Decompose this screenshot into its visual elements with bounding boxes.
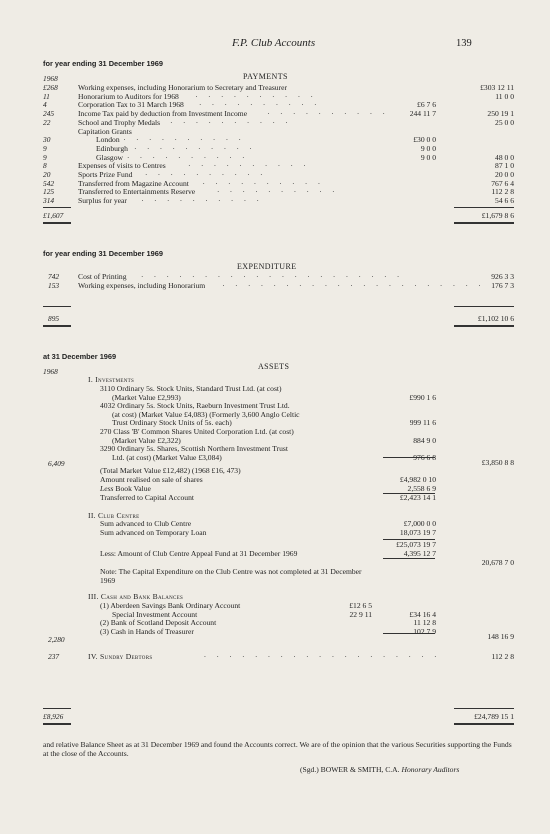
row-label: Corporation Tax to 31 March 1968 [78, 100, 184, 110]
leader-dots: . . . . . . . . . . [134, 141, 256, 151]
row-prev-year: 4 [43, 100, 47, 110]
cash-amount: 11 12 8 [413, 618, 436, 628]
row-total-amount: 112 2 8 [491, 187, 514, 197]
payments-heading: PAYMENTS [243, 72, 288, 81]
payments-section-label: for year ending 31 December 1969 [43, 59, 163, 68]
row-total-amount: 25 0 0 [495, 117, 514, 127]
row-label: School and Trophy Medals [78, 117, 161, 127]
expenditure-prev-total: 895 [48, 314, 60, 323]
row-prev-year: 245 [43, 109, 55, 119]
investment-line: Trust Ordinary Stock Units of 5s. each) [112, 418, 232, 428]
investment-line: (at cost) (Market Value £4,083) (Formerly 3,600 Anglo Celtic [112, 409, 300, 419]
rule [43, 708, 71, 709]
page-title: F.P. Club Accounts [232, 37, 316, 49]
row-label: Transferred from Magazine Account [78, 178, 189, 188]
investment-line: 270 Class 'B' Common Shares United Corporation Ltd. (at cost) [100, 427, 294, 436]
row-prev-year: £268 [43, 83, 58, 92]
row-label: Cost of Printing [78, 272, 127, 281]
row-prev-year: 314 [43, 196, 55, 206]
row-prev-year: 11 [43, 91, 50, 101]
debtors-total: 112 2 8 [491, 652, 514, 661]
assets-prev-total: £8,926 [43, 712, 64, 721]
cash-line: (3) Cash in Hands of Treasurer [100, 626, 194, 636]
row-label: London [96, 135, 120, 145]
row-total-amount: 54 6 6 [495, 196, 514, 206]
investment-amount: 999 11 6 [409, 418, 436, 428]
leader-dots: . . . . . . . . . . . . . . . . . . . . . [222, 279, 485, 288]
row-prev-year: 9 [43, 143, 47, 153]
row-prev-year: 22 [43, 117, 51, 127]
row-mid-amount: £30 0 0 [413, 135, 436, 145]
assets-heading: ASSETS [258, 362, 290, 371]
row-label: Sports Prize Fund [78, 170, 133, 179]
row-total-amount: 250 19 1 [487, 109, 514, 119]
row-label: Working expenses, including Honorarium [78, 281, 206, 290]
payments-year-col: 1968 [43, 74, 58, 83]
club-centre-line: Sum advanced to Club Centre [100, 519, 192, 528]
investments-subtotal: £3,850 8 8 [481, 458, 514, 467]
leader-dots: . . . . . . . . . . [202, 176, 325, 186]
debtors-label: IV. Sundry Debtors [88, 652, 153, 661]
auditor-role: Honorary Auditors [401, 765, 460, 774]
investment-amount: 884 9 0 [413, 435, 436, 445]
leader-dots: . . . . . . . . . . [141, 194, 264, 204]
cash-line: (2) Bank of Scotland Deposit Account [100, 618, 217, 628]
realised-amount: £4,982 0 10 [399, 475, 436, 484]
rule [454, 708, 514, 709]
rule [454, 222, 514, 224]
investments-market-value: (Total Market Value £12,482) (1968 £16, 473) [100, 466, 241, 475]
cash-amount: £34 16 4 [409, 609, 436, 619]
row-prev-year: 742 [48, 272, 60, 281]
page-number: 139 [456, 38, 472, 49]
expenditure-heading: EXPENDITURE [237, 262, 297, 271]
assets-year-col: 1968 [43, 367, 58, 376]
leader-dots: . . . . . . . . . . [145, 168, 267, 177]
transfer-amount: £2,423 14 1 [399, 493, 436, 502]
cash-prev: 2,280 [48, 635, 65, 644]
row-total-amount: 176 7 3 [491, 281, 514, 290]
row-mid-amount: 244 11 7 [409, 109, 436, 119]
cash-sub-amount: 22 9 11 [349, 609, 372, 619]
book-value-amount: 2,558 6 9 [407, 484, 436, 493]
investments-heading: I. Investments [88, 375, 135, 384]
club-centre-sum: £25,073 19 7 [396, 540, 436, 549]
row-total-amount: 926 3 3 [491, 272, 514, 281]
payments-total: £1,679 8 6 [481, 211, 514, 220]
row-prev-year: 30 [43, 135, 51, 145]
row-label: Honorarium to Auditors for 1968 [78, 91, 179, 101]
row-mid-amount: £6 7 6 [417, 100, 436, 110]
cash-line: Special Investment Account [112, 609, 198, 619]
row-label: Glasgow [96, 152, 123, 162]
auditor-signature: (Sgd.) BOWER & SMITH, C.A. [300, 765, 400, 774]
row-label: Edinburgh [96, 143, 128, 153]
leader-dots: . . . . . . . . . . [188, 159, 310, 169]
investment-amount: 976 6 8 [413, 452, 436, 462]
leader-dots: . . . . . . . . . . [127, 150, 249, 160]
leader-dots: . . . . . . . . . . [199, 98, 321, 108]
club-centre-line: Sum advanced on Temporary Loan [100, 528, 207, 537]
transfer-label: Transferred to Capital Account [100, 493, 194, 502]
cash-sub-amount: £12 6 5 [349, 601, 372, 610]
row-prev-year: 153 [48, 281, 60, 290]
investment-line: 4032 Ordinary 5s. Stock Units, Raeburn Investment Trust Ltd. [100, 401, 290, 411]
row-total-amount: 11 0 0 [495, 91, 514, 101]
leader-dots: . . . . . . . . . . [217, 185, 339, 195]
auditor-statement: and relative Balance Sheet as at 31 December 1969 and found the Accounts correct. We are of the opinion that the various Securities supporting the Funds at the close of the Accounts. [43, 740, 512, 758]
leader-dots: . . . . . . . . . . [123, 133, 246, 143]
rule [383, 457, 435, 458]
rule [383, 633, 435, 634]
club-centre-less-amount: 4,395 12 7 [403, 549, 436, 558]
cash-total: 148 16 9 [487, 632, 514, 641]
club-centre-note: Note: The Capital Expenditure on the Club Centre was not completed at 31 December 1969 [100, 567, 362, 585]
leader-dots: . . . . . . . . . . [267, 107, 390, 117]
club-centre-amount: £7,000 0 0 [403, 519, 436, 528]
expenditure-total: £1,102 10 6 [477, 314, 514, 323]
row-total-amount: £303 12 11 [480, 83, 514, 92]
rule [43, 222, 71, 224]
rule [454, 207, 514, 208]
realised-label: Amount realised on sale of shares [100, 475, 203, 484]
investment-amount: £990 1 6 [409, 392, 436, 402]
club-centre-amount: 18,073 19 7 [399, 528, 436, 537]
rule [454, 306, 514, 307]
rule [43, 207, 71, 208]
debtors-prev: 237 [48, 652, 60, 661]
row-total-amount: 87 1 0 [495, 161, 514, 171]
investment-line: 3290 Ordinary 5s. Shares, Scottish Northern Investment Trust [100, 444, 288, 454]
payments-prev-total: £1,607 [43, 211, 64, 220]
row-mid-amount: 9 0 0 [420, 152, 436, 162]
row-label: Expenses of visits to Centres [78, 161, 166, 171]
row-prev-year: 542 [43, 178, 55, 188]
cash-amount: 102 7 9 [413, 626, 436, 636]
assets-total: £24,789 15 1 [474, 712, 514, 721]
row-prev-year: 125 [43, 187, 55, 197]
investment-line: Ltd. (at cost) (Market Value £3,084) [112, 452, 222, 462]
row-mid-amount: 9 0 0 [420, 143, 436, 153]
investment-line: 3110 Ordinary 5s. Stock Units, Standard Trust Ltd. (at cost) [100, 384, 282, 393]
row-total-amount: 767 6 4 [491, 178, 514, 188]
club-centre-total: 20,678 7 0 [481, 558, 514, 567]
rule [43, 306, 71, 307]
rule [454, 325, 514, 327]
row-prev-year: 9 [43, 152, 47, 162]
leader-dots: . . . . . . . . . . . . . . . . . . . . . [141, 270, 404, 279]
book-value-label: Book Value [115, 484, 151, 493]
club-centre-less: Less: Amount of Club Centre Appeal Fund at 31 December 1969 [100, 549, 298, 558]
row-label: Capitation Grants [78, 126, 132, 136]
row-prev-year: 8 [43, 161, 47, 171]
rule [383, 558, 435, 559]
investments-prev: 6,409 [48, 459, 65, 468]
leader-dots: . . . . . . . . . . [170, 115, 292, 125]
row-prev-year: 20 [43, 170, 51, 179]
cash-heading: III. Cash and Bank Balances [88, 592, 184, 601]
row-label: Transferred to Entertainments Reserve [78, 187, 196, 197]
row-total-amount: 48 0 0 [495, 152, 514, 162]
rule [454, 723, 514, 725]
expenditure-section-label: for year ending 31 December 1969 [43, 249, 163, 258]
investment-line: (Market Value £2,322) [112, 435, 181, 445]
row-total-amount: 20 0 0 [495, 170, 514, 179]
rule [43, 325, 71, 327]
less-prefix: Less [100, 484, 114, 493]
leader-dots: . . . . . . . . . . [195, 89, 318, 99]
row-label: Income Tax paid by deduction from Investment Income [78, 109, 248, 119]
club-centre-heading: II. Club Centre [88, 511, 140, 520]
rule [43, 723, 71, 725]
row-label: Surplus for year [78, 196, 127, 206]
leader-dots: . . . . . . . . . . . . . . . . . . . [204, 650, 441, 659]
investment-line: (Market Value £2,993) [112, 392, 181, 402]
assets-section-label: at 31 December 1969 [43, 352, 117, 361]
cash-line: (1) Aberdeen Savings Bank Ordinary Account [100, 601, 241, 610]
row-label: Working expenses, including Honorarium to Secretary and Treasurer [78, 83, 288, 92]
